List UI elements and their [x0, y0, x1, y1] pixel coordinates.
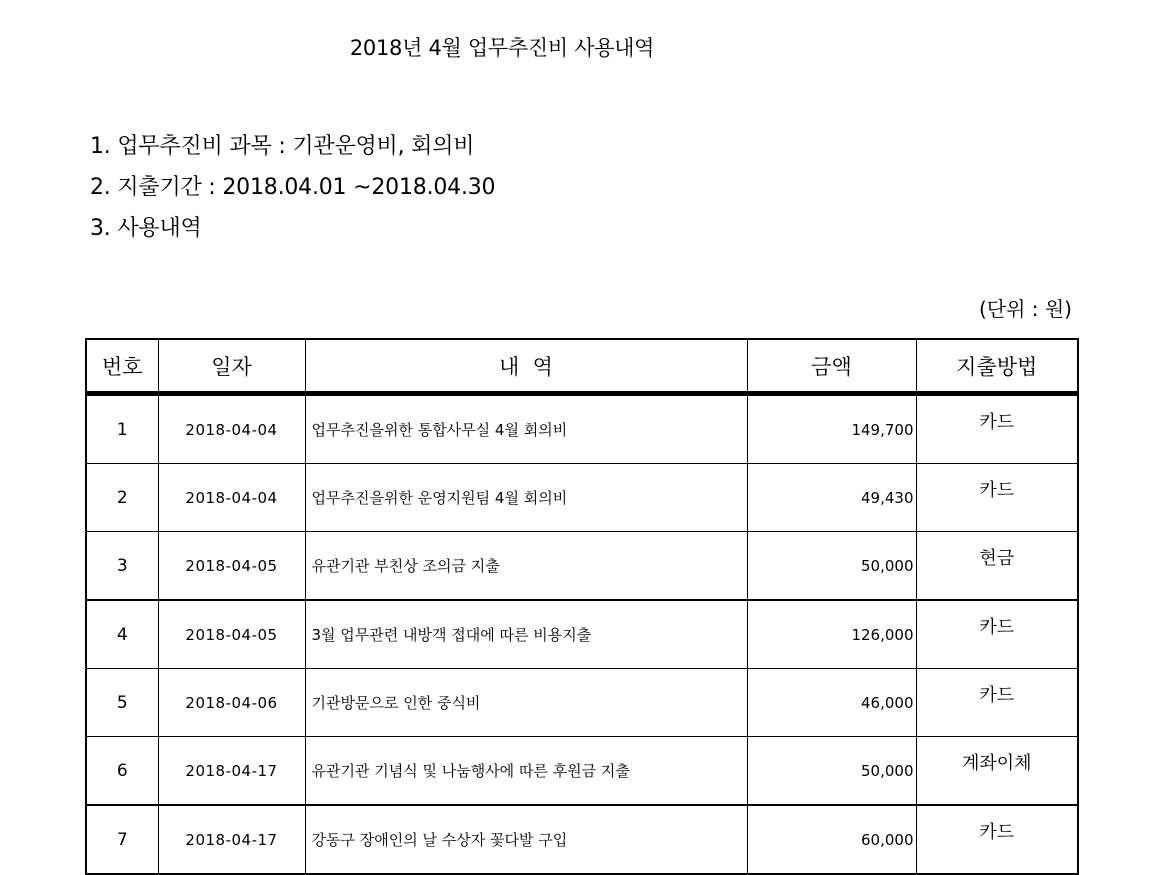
cell-desc: 3월 업무관련 내방객 접대에 따른 비용지출	[305, 600, 747, 669]
cell-method: 현금	[916, 532, 1078, 601]
cell-method: 카드	[916, 600, 1078, 669]
table-header-row	[86, 339, 1078, 394]
table-row	[86, 532, 1078, 601]
summary-item-category: 1. 업무추진비 과목 : 기관운영비, 회의비	[90, 134, 475, 159]
expense-table	[85, 338, 1079, 875]
unit-note: (단위 : 원)	[978, 297, 1072, 321]
cell-no: 6	[86, 737, 158, 806]
summary-list	[90, 130, 495, 253]
table-row	[86, 805, 1078, 874]
cell-amount: 46,000	[747, 669, 916, 737]
cell-desc: 업무추진을위한 운영지원팀 4월 회의비	[305, 464, 747, 532]
cell-method: 카드	[916, 464, 1078, 532]
cell-amount: 49,430	[747, 464, 916, 532]
cell-desc: 업무추진을위한 통합사무실 4월 회의비	[305, 394, 747, 464]
header-no: 번호	[86, 339, 158, 394]
cell-no: 5	[86, 669, 158, 737]
header-amount: 금액	[747, 339, 916, 394]
table-row	[86, 669, 1078, 737]
summary-item-usage: 3. 사용내역	[90, 216, 202, 241]
cell-amount: 60,000	[747, 805, 916, 874]
header-date: 일자	[158, 339, 305, 394]
table-row	[86, 737, 1078, 806]
cell-date: 2018-04-05	[158, 600, 305, 669]
cell-no: 7	[86, 805, 158, 874]
cell-date: 2018-04-04	[158, 394, 305, 464]
cell-no: 3	[86, 532, 158, 601]
table-row	[86, 600, 1078, 669]
cell-date: 2018-04-05	[158, 532, 305, 601]
cell-method: 카드	[916, 669, 1078, 737]
cell-method: 계좌이체	[916, 737, 1078, 806]
header-desc: 내 역	[305, 339, 747, 394]
cell-desc: 기관방문으로 인한 중식비	[305, 669, 747, 737]
cell-amount: 50,000	[747, 737, 916, 806]
cell-method: 카드	[916, 805, 1078, 874]
cell-no: 2	[86, 464, 158, 532]
cell-no: 4	[86, 600, 158, 669]
summary-item-period: 2. 지출기간 : 2018.04.01 ~2018.04.30	[90, 175, 496, 200]
table-row	[86, 394, 1078, 464]
cell-no: 1	[86, 394, 158, 464]
header-method: 지출방법	[916, 339, 1078, 394]
cell-date: 2018-04-04	[158, 464, 305, 532]
table-row	[86, 464, 1078, 532]
cell-date: 2018-04-17	[158, 737, 305, 806]
cell-amount: 149,700	[747, 394, 916, 464]
cell-date: 2018-04-17	[158, 805, 305, 874]
cell-desc: 강동구 장애인의 날 수상자 꽃다발 구입	[305, 805, 747, 874]
cell-amount: 126,000	[747, 600, 916, 669]
cell-desc: 유관기관 부친상 조의금 지출	[305, 532, 747, 601]
cell-amount: 50,000	[747, 532, 916, 601]
cell-method: 카드	[916, 394, 1078, 464]
document-title: 2018년 4월 업무추진비 사용내역	[349, 36, 655, 60]
cell-date: 2018-04-06	[158, 669, 305, 737]
cell-desc: 유관기관 기념식 및 나눔행사에 따른 후원금 지출	[305, 737, 747, 806]
